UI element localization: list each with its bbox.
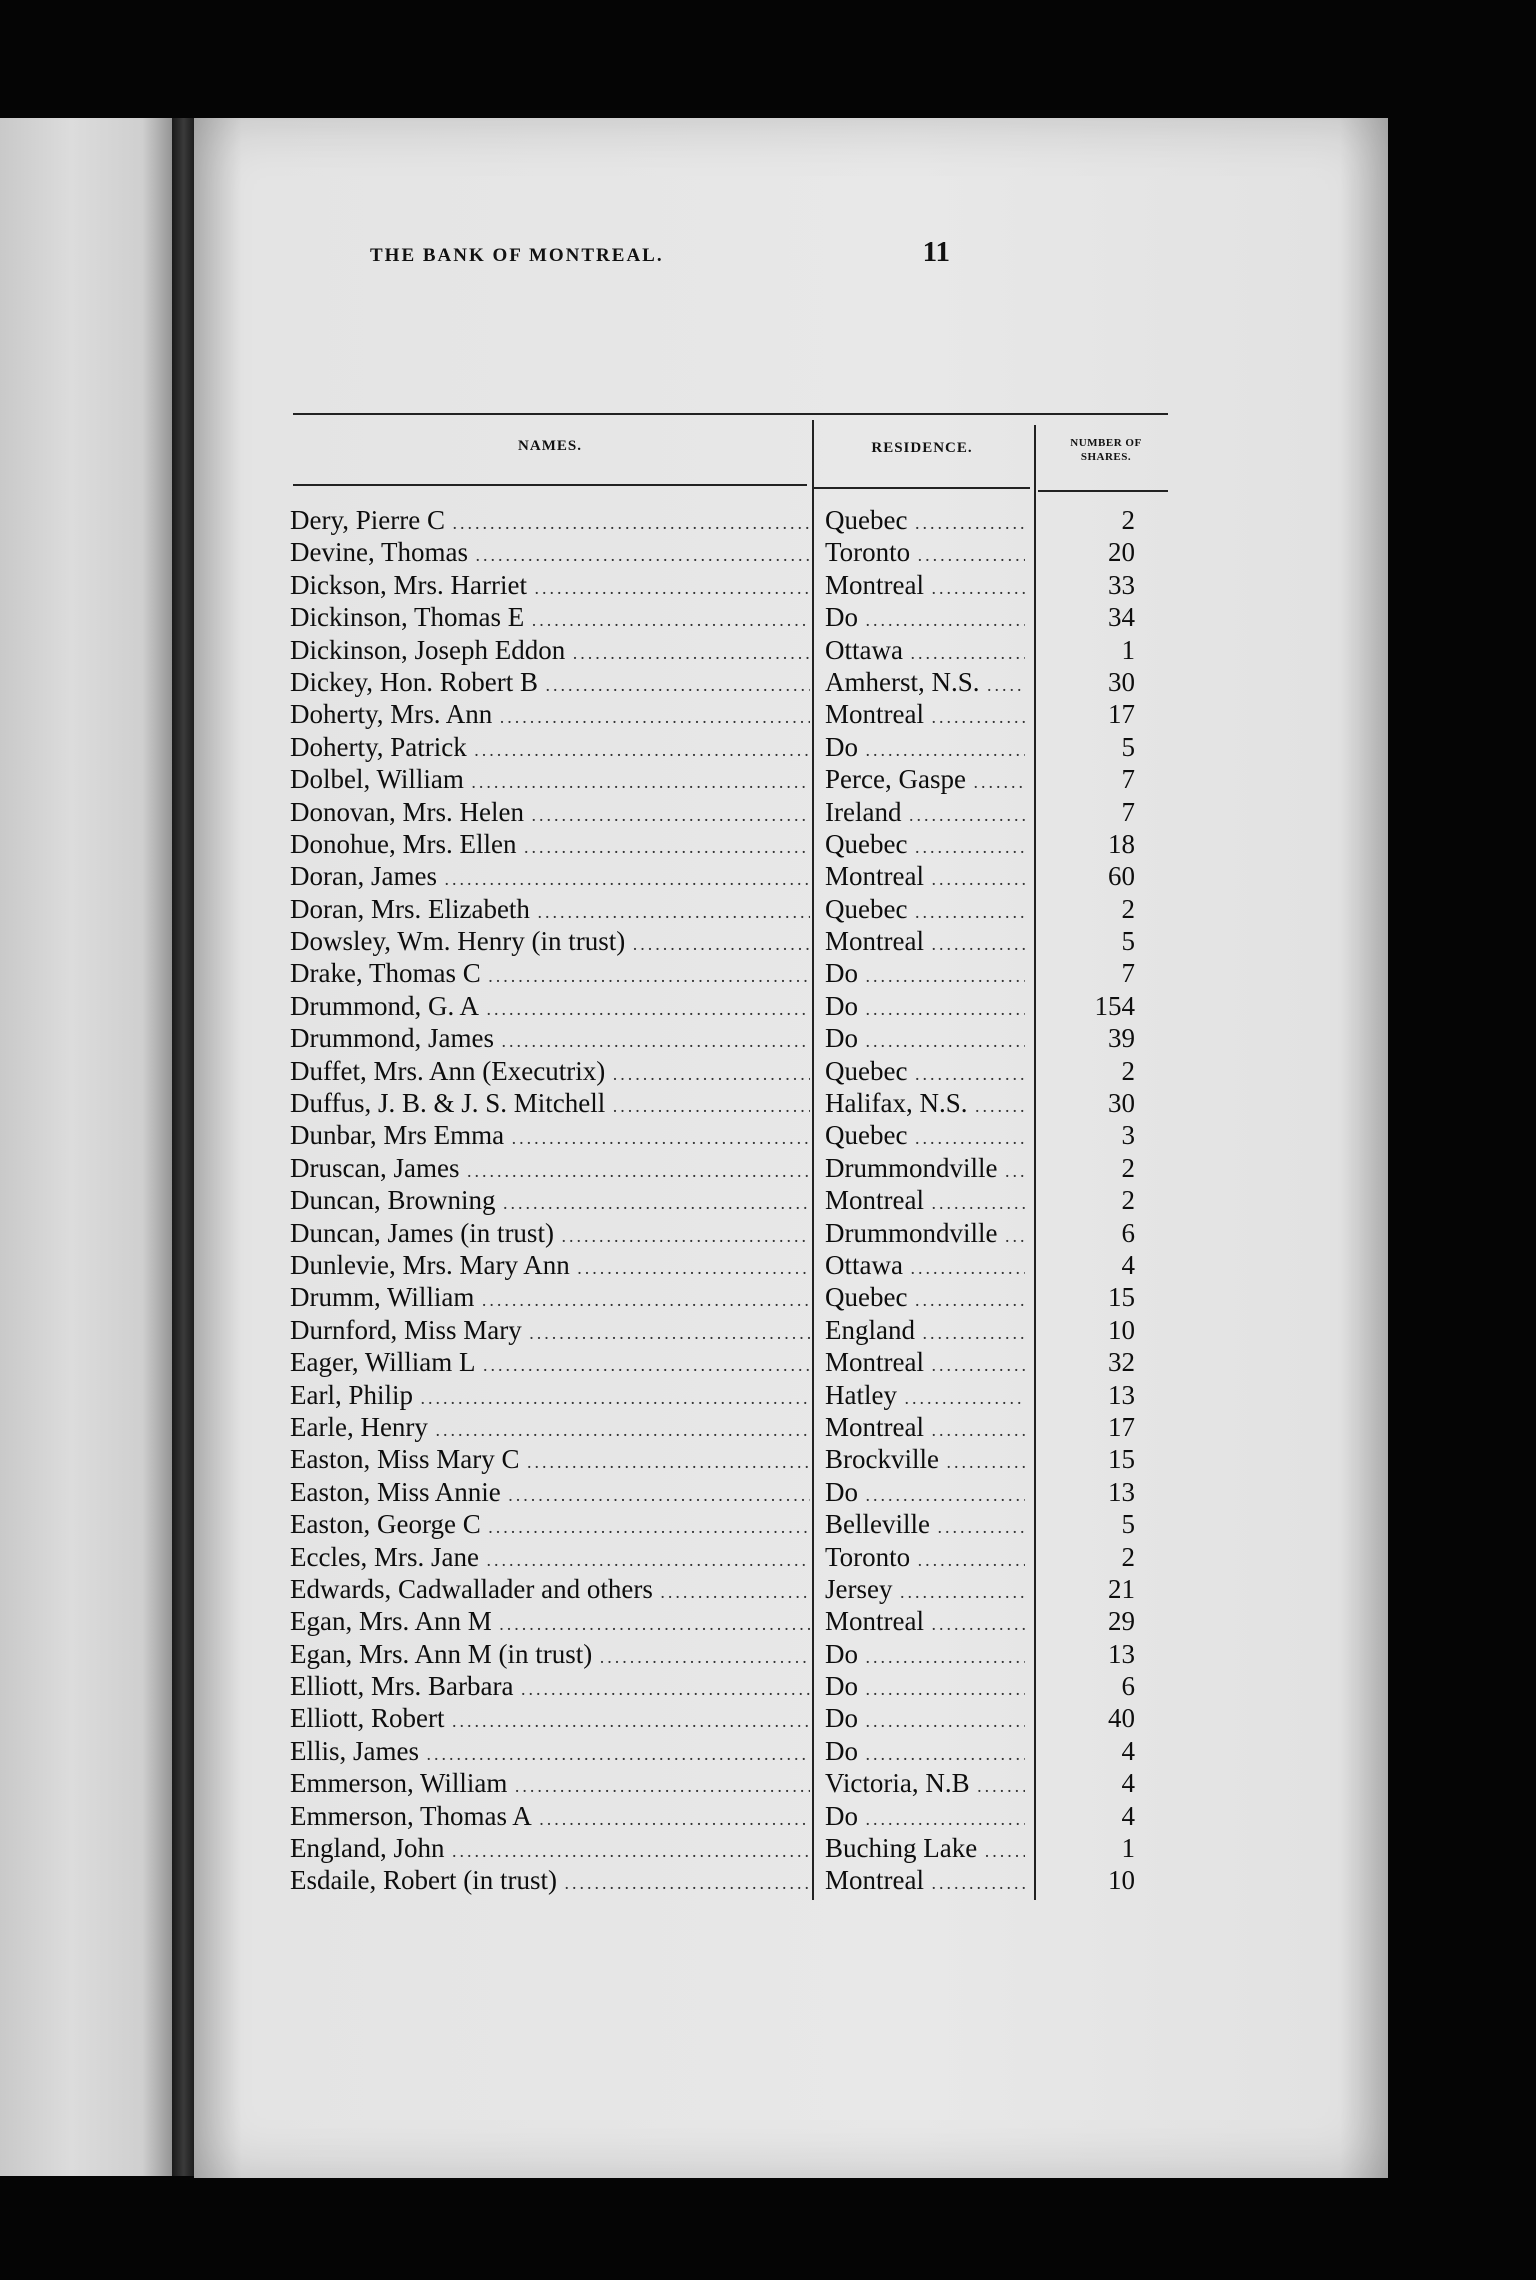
shareholder-shares: 13 (1108, 1638, 1135, 1669)
table-row (290, 1508, 1170, 1540)
shareholder-name: Dunlevie, Mrs. Mary Ann ..... (290, 1249, 810, 1284)
shareholder-name: Earl, Philip ..... (290, 1379, 810, 1414)
shareholder-residence: Drummondville ..... (825, 1152, 1025, 1187)
table-row (290, 1217, 1170, 1249)
table-row (290, 1379, 1170, 1411)
shareholder-shares: 4 (1121, 1800, 1135, 1831)
shareholder-residence: Drummondville ..... (825, 1217, 1025, 1252)
table-row (290, 1152, 1170, 1184)
shareholder-name: Donohue, Mrs. Ellen ..... (290, 828, 810, 863)
shareholder-shares: 10 (1108, 1865, 1135, 1896)
table-row (290, 1864, 1170, 1896)
shareholder-shares: 2 (1121, 1055, 1135, 1086)
column-header-shares: NUMBER OF SHARES. (1070, 437, 1142, 463)
shareholder-shares: 7 (1121, 796, 1135, 827)
shareholder-name: Doherty, Patrick ..... (290, 731, 810, 766)
shareholder-residence: Buching Lake ..... (825, 1832, 1025, 1867)
shareholder-shares: 5 (1121, 1509, 1135, 1540)
shareholder-residence: Montreal ..... (825, 925, 1025, 960)
shareholder-shares: 2 (1121, 1541, 1135, 1572)
shareholder-residence: Montreal ..... (825, 860, 1025, 895)
shareholder-shares: 33 (1108, 569, 1135, 600)
shareholder-residence: Quebec ..... (825, 828, 1025, 863)
shareholder-residence: Do ..... (825, 1800, 1025, 1835)
shareholder-residence: Brockville ..... (825, 1443, 1025, 1478)
shareholder-name: Drumm, William ..... (290, 1281, 810, 1316)
names-header-rule (293, 484, 807, 486)
shareholder-shares: 40 (1108, 1703, 1135, 1734)
shareholder-shares: 5 (1121, 926, 1135, 957)
shareholder-name: Easton, Miss Annie ..... (290, 1476, 810, 1511)
table-row (290, 1184, 1170, 1216)
table-row (290, 990, 1170, 1022)
table-row (290, 1670, 1170, 1702)
shareholder-name: Eccles, Mrs. Jane ..... (290, 1541, 810, 1576)
shareholder-name: Druscan, James ..... (290, 1152, 810, 1187)
table-row (290, 860, 1170, 892)
shareholder-shares: 2 (1121, 505, 1135, 535)
table-row (290, 957, 1170, 989)
table-row (290, 536, 1170, 568)
table-row (290, 1702, 1170, 1734)
shareholder-residence: Montreal ..... (825, 1411, 1025, 1446)
shareholder-name: England, John ..... (290, 1832, 810, 1867)
shareholder-name: Edwards, Cadwallader and others ..... (290, 1573, 810, 1608)
shareholder-shares: 5 (1121, 731, 1135, 762)
shareholder-shares: 2 (1121, 1185, 1135, 1216)
shareholder-name: Earle, Henry ..... (290, 1411, 810, 1446)
shareholder-residence: Quebec ..... (825, 893, 1025, 928)
shareholder-shares: 17 (1108, 1411, 1135, 1442)
shareholder-name: Dickinson, Joseph Eddon ..... (290, 634, 810, 669)
column-header-residence: RESIDENCE. (871, 440, 973, 456)
shareholder-residence: England ..... (825, 1314, 1025, 1349)
shareholder-name: Dickey, Hon. Robert B ..... (290, 666, 810, 701)
shareholder-shares: 29 (1108, 1606, 1135, 1637)
table-row (290, 1832, 1170, 1864)
shareholder-shares: 4 (1121, 1735, 1135, 1766)
shareholder-name: Dickinson, Thomas E ..... (290, 601, 810, 636)
shareholder-name: Dunbar, Mrs Emma ..... (290, 1119, 810, 1154)
shareholder-name: Emmerson, William ..... (290, 1767, 810, 1802)
column-header-names: NAMES. (518, 438, 582, 454)
shareholder-shares: 2 (1121, 1152, 1135, 1183)
shareholder-residence: Montreal ..... (825, 1184, 1025, 1219)
shareholder-residence: Do ..... (825, 1735, 1025, 1770)
residence-header-rule (814, 487, 1030, 489)
table-row (290, 1541, 1170, 1573)
shareholder-residence: Ottawa ..... (825, 634, 1025, 669)
shareholder-shares: 18 (1108, 828, 1135, 859)
shareholder-name: Donovan, Mrs. Helen ..... (290, 796, 810, 831)
shareholder-residence: Quebec ..... (825, 1055, 1025, 1090)
shareholder-shares: 15 (1108, 1444, 1135, 1475)
table-row (290, 1638, 1170, 1670)
shareholder-name: Duffet, Mrs. Ann (Executrix) ..... (290, 1055, 810, 1090)
table-top-rule (293, 413, 1168, 415)
shareholder-shares: 7 (1121, 958, 1135, 989)
shareholder-shares: 2 (1121, 893, 1135, 924)
table-row (290, 634, 1170, 666)
shareholder-shares: 21 (1108, 1573, 1135, 1604)
shareholder-residence: Montreal ..... (825, 1864, 1025, 1899)
shareholder-shares: 20 (1108, 537, 1135, 568)
shareholder-name: Duncan, James (in trust) ..... (290, 1217, 810, 1252)
shareholder-shares: 1 (1121, 634, 1135, 665)
shareholder-shares: 6 (1121, 1671, 1135, 1702)
shareholder-shares: 13 (1108, 1476, 1135, 1507)
shareholder-residence: Toronto ..... (825, 536, 1025, 571)
table-row (290, 666, 1170, 698)
shareholder-shares: 30 (1108, 1088, 1135, 1119)
shareholder-name: Dolbel, William ..... (290, 763, 810, 798)
shareholder-residence: Belleville ..... (825, 1508, 1025, 1543)
table-row (290, 1055, 1170, 1087)
shareholder-shares: 15 (1108, 1282, 1135, 1313)
table-row (290, 569, 1170, 601)
shareholder-name: Esdaile, Robert (in trust) ..... (290, 1864, 810, 1899)
table-row (290, 1022, 1170, 1054)
shareholder-residence: Montreal ..... (825, 1346, 1025, 1381)
table-row (290, 1346, 1170, 1378)
shareholder-residence: Do ..... (825, 1702, 1025, 1737)
shareholder-shares: 39 (1108, 1023, 1135, 1054)
shareholder-residence: Do ..... (825, 1476, 1025, 1511)
shareholder-residence: Montreal ..... (825, 698, 1025, 733)
shareholder-shares: 7 (1121, 764, 1135, 795)
shareholder-name: Drummond, G. A ..... (290, 990, 810, 1025)
shareholder-name: Doherty, Mrs. Ann ..... (290, 698, 810, 733)
table-row (290, 1735, 1170, 1767)
shareholder-shares: 4 (1121, 1249, 1135, 1280)
shareholder-name: Elliott, Robert ..... (290, 1702, 810, 1737)
table-row (290, 1573, 1170, 1605)
shareholder-shares: 1 (1121, 1833, 1135, 1864)
shareholder-residence: Toronto ..... (825, 1541, 1025, 1576)
shareholder-residence: Montreal ..... (825, 569, 1025, 604)
table-row (290, 763, 1170, 795)
shareholder-name: Easton, George C ..... (290, 1508, 810, 1543)
shareholder-name: Emmerson, Thomas A ..... (290, 1800, 810, 1835)
table-row (290, 698, 1170, 730)
shareholder-shares: 154 (1094, 990, 1135, 1021)
shareholder-shares: 60 (1108, 861, 1135, 892)
table-row (290, 1476, 1170, 1508)
shareholder-name: Dickson, Mrs. Harriet ..... (290, 569, 810, 604)
table-row (290, 1411, 1170, 1443)
shareholder-name: Egan, Mrs. Ann M (in trust) ..... (290, 1638, 810, 1673)
shareholder-shares: 30 (1108, 666, 1135, 697)
table-row (290, 1314, 1170, 1346)
shareholder-name: Duncan, Browning ..... (290, 1184, 810, 1219)
shareholder-shares: 10 (1108, 1314, 1135, 1345)
shareholder-name: Eager, William L ..... (290, 1346, 810, 1381)
shareholder-residence: Ottawa ..... (825, 1249, 1025, 1284)
table-row (290, 601, 1170, 633)
shareholder-residence: Halifax, N.S. ..... (825, 1087, 1025, 1122)
shareholder-name: Doran, James ..... (290, 860, 810, 895)
table-row (290, 1800, 1170, 1832)
shareholder-residence: Quebec ..... (825, 1119, 1025, 1154)
shareholder-residence: Jersey ..... (825, 1573, 1025, 1608)
shareholder-name: Drummond, James ..... (290, 1022, 810, 1057)
table-row (290, 828, 1170, 860)
facing-page-edge (0, 118, 178, 2176)
shareholder-name: Dowsley, Wm. Henry (in trust) ..... (290, 925, 810, 960)
table-row (290, 1767, 1170, 1799)
shareholder-residence: Do ..... (825, 1638, 1025, 1673)
shareholder-shares: 6 (1121, 1217, 1135, 1248)
shareholder-list (290, 504, 1170, 1897)
shares-header-rule (1038, 490, 1168, 492)
table-row (290, 1087, 1170, 1119)
table-row (290, 1605, 1170, 1637)
shareholder-shares: 13 (1108, 1379, 1135, 1410)
table-row (290, 925, 1170, 957)
table-row (290, 1119, 1170, 1151)
shareholder-shares: 34 (1108, 602, 1135, 633)
shareholder-residence: Do ..... (825, 1670, 1025, 1705)
shareholder-residence: Quebec ..... (825, 504, 1025, 539)
shareholder-shares: 4 (1121, 1768, 1135, 1799)
shareholder-residence: Montreal ..... (825, 1605, 1025, 1640)
shareholder-name: Doran, Mrs. Elizabeth ..... (290, 893, 810, 928)
table-row (290, 796, 1170, 828)
table-row (290, 731, 1170, 763)
shareholder-shares: 17 (1108, 699, 1135, 730)
shareholder-residence: Ireland ..... (825, 796, 1025, 831)
shareholder-name: Durnford, Miss Mary ..... (290, 1314, 810, 1349)
shareholder-residence: Do ..... (825, 990, 1025, 1025)
shareholder-residence: Do ..... (825, 601, 1025, 636)
page-number: 11 (922, 236, 950, 268)
shareholder-name: Easton, Miss Mary C ..... (290, 1443, 810, 1478)
table-row (290, 1281, 1170, 1313)
shareholder-name: Dery, Pierre C ..... (290, 504, 810, 539)
shareholder-residence: Amherst, N.S. ..... (825, 666, 1025, 701)
shareholder-residence: Do ..... (825, 957, 1025, 992)
running-head (190, 236, 950, 272)
shareholder-shares: 3 (1121, 1120, 1135, 1151)
running-title: THE BANK OF MONTREAL. (370, 245, 664, 266)
table-row (290, 1443, 1170, 1475)
table-row (290, 1249, 1170, 1281)
shareholder-name: Egan, Mrs. Ann M ..... (290, 1605, 810, 1640)
shareholder-residence: Victoria, N.B ..... (825, 1767, 1025, 1802)
shareholder-residence: Perce, Gaspe ..... (825, 763, 1025, 798)
shareholder-name: Drake, Thomas C ..... (290, 957, 810, 992)
shareholder-residence: Hatley ..... (825, 1379, 1025, 1414)
shareholder-name: Duffus, J. B. & J. S. Mitchell ..... (290, 1087, 810, 1122)
shareholder-name: Devine, Thomas ..... (290, 536, 810, 571)
shareholder-residence: Quebec ..... (825, 1281, 1025, 1316)
table-row (290, 893, 1170, 925)
shareholder-name: Elliott, Mrs. Barbara ..... (290, 1670, 810, 1705)
shareholder-shares: 32 (1108, 1347, 1135, 1378)
table-row (290, 504, 1170, 536)
shareholder-name: Ellis, James ..... (290, 1735, 810, 1770)
shareholder-residence: Do ..... (825, 1022, 1025, 1057)
shareholder-residence: Do ..... (825, 731, 1025, 766)
